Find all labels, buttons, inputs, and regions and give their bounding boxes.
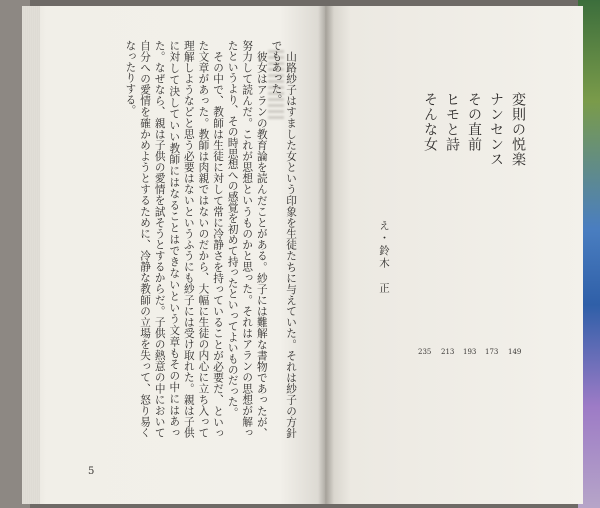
page-edge-stack — [22, 6, 40, 504]
paragraph: その中で、教師は生徒に対して常に冷静さを持っていることが必要だ、といった文章があった。教師は肉親ではないのだから、大幅に生徒の内心に立ち入って理解しようなどと思う必要はないというふうにも紗子には受け取れた。親は子供に対して決していい教師にはなることはできないという文章もその中にはあった。なぜなら、親は子供の愛情を試そうとするからだ。子供の熱意の中において自分への愛情を確かめようとするために、冷静な教師の立場を失って、怒り易くなったりする。 — [124, 40, 225, 438]
toc-entry-title: ナンセンス — [488, 92, 504, 167]
paragraph: 山路紗子はすました女という印象を生徒たちに与えていた。それは紗子の方針でもあった。 — [270, 40, 297, 438]
illustrator-credit: え・鈴木 正 — [378, 220, 390, 295]
body-text — [70, 40, 298, 438]
toc-entry-title: ヒモと詩 — [444, 92, 460, 152]
page-number: 5 — [88, 466, 95, 477]
table-of-contents — [398, 92, 528, 356]
book-gutter — [318, 6, 334, 504]
toc-entry-page: 193 — [463, 348, 477, 356]
paragraph: 彼女はアランの教育論を読んだことがある。紗子には難解な書物であったが、努力して読んだ。これが思想というものかと思った。それはアランの思想が解ったというより、その時思想への感覚を初めて持ったといってよいものだった。 — [226, 40, 268, 438]
toc-entry-page: 235 — [418, 348, 432, 356]
toc-entry-page: 213 — [441, 348, 455, 356]
toc-entry-page: 149 — [508, 348, 522, 356]
toc-entry-page: 173 — [485, 348, 499, 356]
toc-entry-title: 変則の悦楽 — [510, 92, 526, 167]
toc-entry-title: その直前 — [466, 92, 482, 152]
toc-entry-title: そんな女 — [422, 92, 438, 152]
